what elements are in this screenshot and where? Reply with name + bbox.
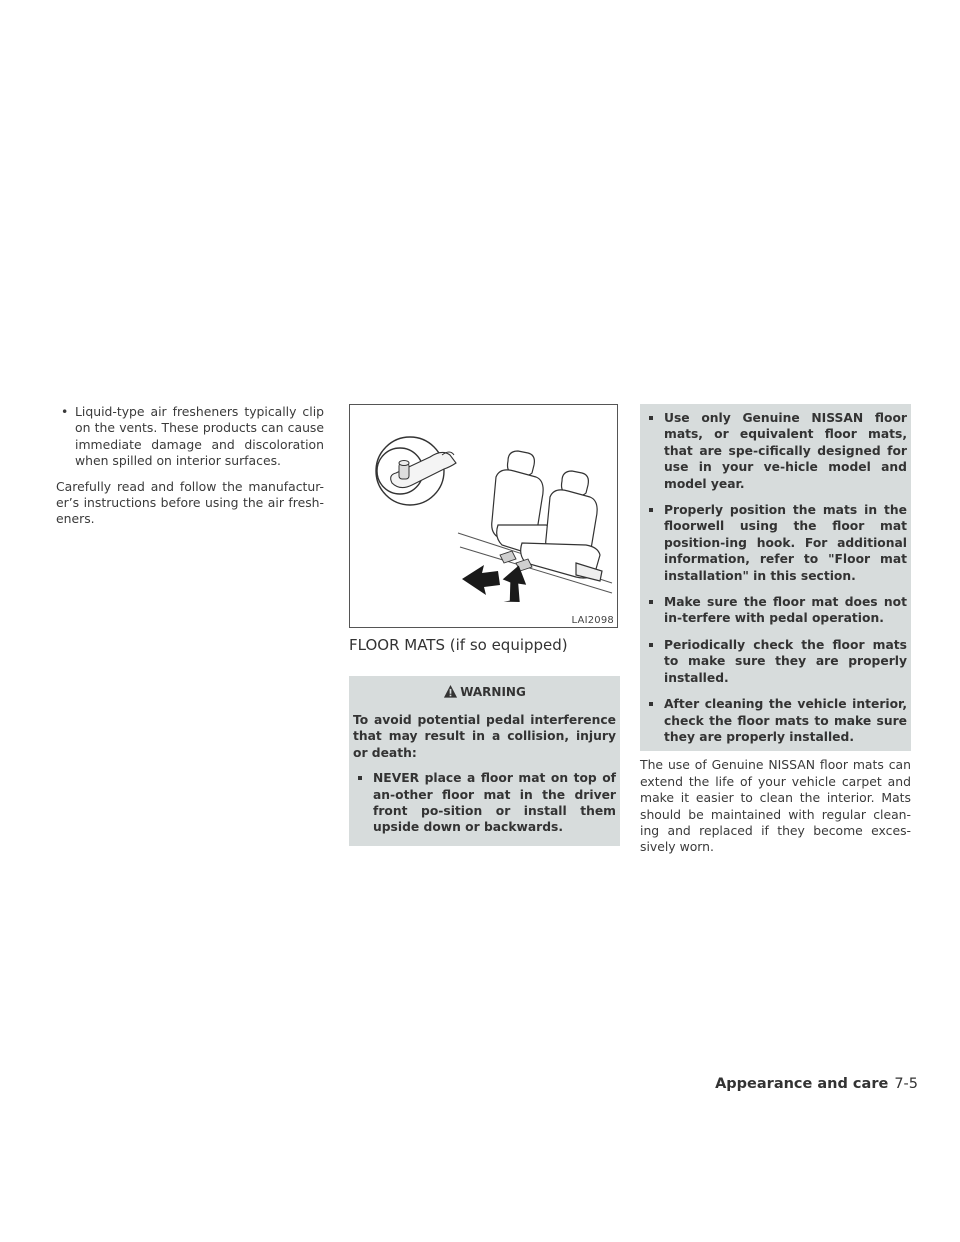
bullet-marker: • (61, 404, 69, 419)
warning-item: NEVER place a floor mat on top of an-other floor mat in the driver front po-sition or install them upside down or backwards. (353, 770, 616, 836)
middle-column (349, 404, 620, 846)
warning-intro: To avoid potential pedal interference that may result in a collision, injury or death: (353, 713, 616, 760)
chapter-title: Appearance and care (715, 1076, 889, 1092)
floor-mat-paragraph: The use of Genuine NISSAN floor mats can extend the life of your vehicle carpet and make it easier to clean the interior. Mats should be maintained with regular clean-ing and replaced if they become exces-sively worn. (640, 757, 911, 855)
figure-code: LAI2098 (571, 615, 614, 626)
warning-item: After cleaning the vehicle interior, check the floor mats to make sure they are properly installed. (644, 696, 907, 745)
page-footer (715, 1076, 918, 1092)
warning-item: Periodically check the floor mats to make sure they are properly installed. (644, 637, 907, 686)
warning-box-continued (640, 404, 911, 751)
right-column (640, 404, 911, 856)
warning-icon (443, 684, 458, 699)
bullet-square-icon (649, 600, 653, 604)
page-number: 7-5 (894, 1076, 918, 1092)
warning-item: Make sure the floor mat does not in-terfere with pedal operation. (644, 594, 907, 627)
bullet-square-icon (649, 643, 653, 647)
air-freshener-paragraph: Carefully read and follow the manufactur-er’s instructions before using the air fresh-eners. (56, 478, 324, 527)
warning-header (353, 684, 616, 699)
warning-box (349, 676, 620, 846)
warning-item: Properly position the mats in the floorwell using the floor mat position-ing hook. For additional information, refer to "Floor mat installation" in this section. (644, 502, 907, 584)
bullet-text: Liquid-type air fresheners typically clip on the vents. These products can cause immediate damage and discoloration when spilled on interior surfaces. (75, 404, 324, 469)
warning-label: WARNING (460, 685, 526, 699)
list-item (56, 404, 324, 470)
bullet-square-icon (649, 508, 653, 512)
arrow-icon (462, 564, 529, 605)
floor-mat-hook-detail (376, 437, 456, 505)
left-column (56, 404, 324, 528)
car-seats-illustration (350, 405, 617, 627)
section-title: FLOOR MATS (if so equipped) (349, 636, 568, 654)
bullet-square-icon (649, 416, 653, 420)
floor-mat-figure (349, 404, 618, 628)
bullet-square-icon (358, 776, 362, 780)
warning-item: Use only Genuine NISSAN floor mats, or equivalent floor mats, that are spe-cifically designed for use in your ve-hicle model and model year. (644, 410, 907, 492)
bullet-square-icon (649, 702, 653, 706)
